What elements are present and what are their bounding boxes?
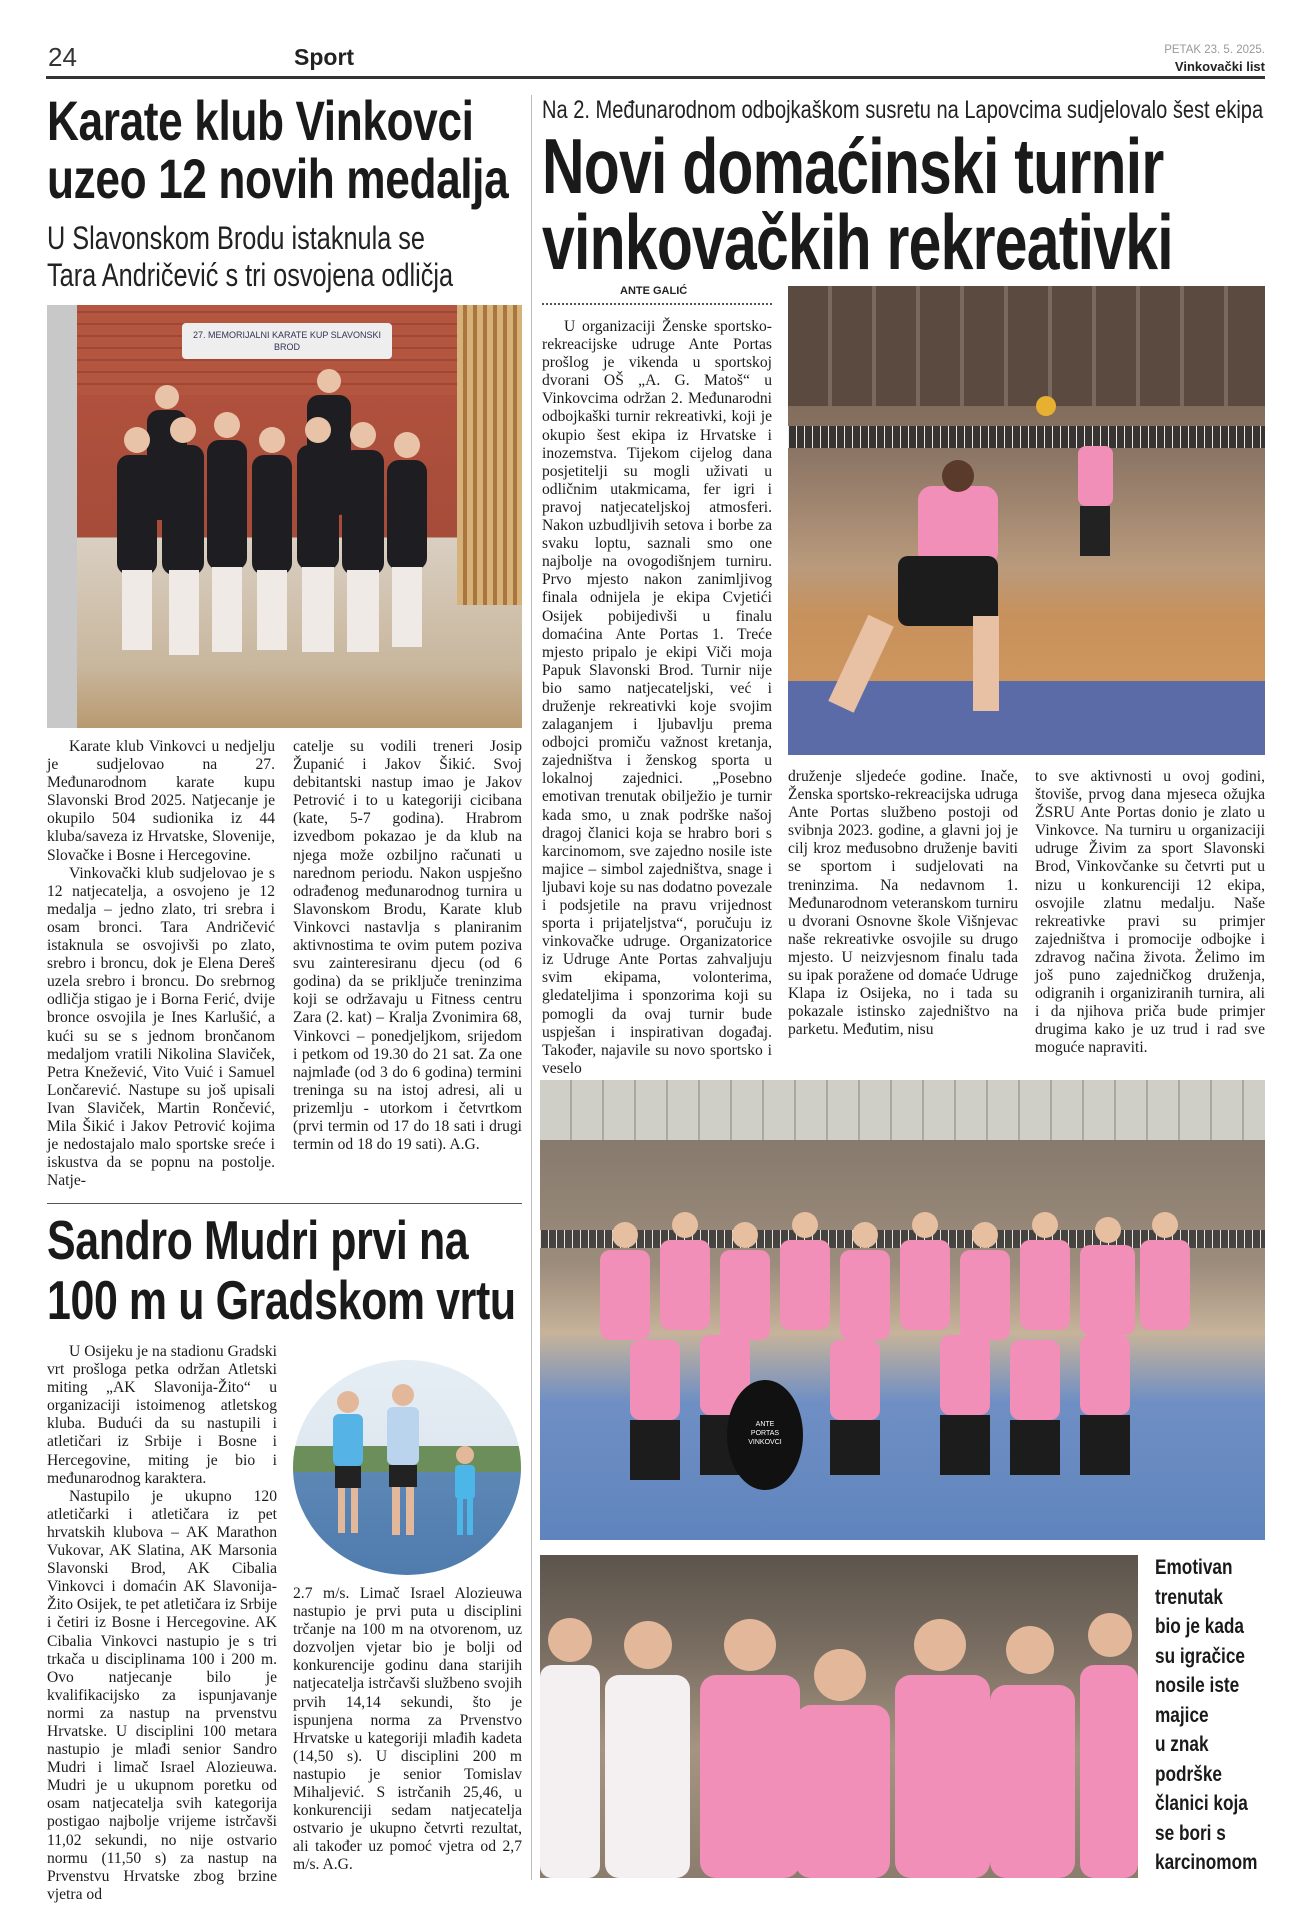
team-group-photo — [540, 1080, 1265, 1540]
caption-line: nosile iste — [1155, 1674, 1240, 1697]
caption-line: trenutak — [1155, 1585, 1223, 1609]
paragraph: Nastupilo je ukupno 120 atletičarki i atletičara iz pet hrvatskih klubova – AK Marathon Vukovar, AK Slatina, AK Marsonia Slavonski Brod, AK Cibalia Vinkovci i domaćin AK Slavonija-Žito Osijek, te pet atletičara iz Srbije i četiri iz Bosne i Hercegovine. AK Cibalia Vinkovci nastupio je s tri trkača u disciplinama 100 i 200 m. Ovo natjecanje bilo je kvalifikacijsko za ispunjavanje normi za nastup na prvenstvu Hrvatske. U disciplini 100 metara nastupio je mlađi senior Sandro Mudri i limač Israel Alozieuwa. Mudri je u ukupnom poretku od osam natjecatelja svih kategorija postigao najbolje vrijeme istrčavši 11,02 sekundi, no nije ostvario normu (11,50 s) za nastup na Prvenstvu Hrvatske zbog brzine vjetra od — [47, 1487, 277, 1903]
players-illustration — [788, 286, 1265, 755]
subtitle-line: Tara Andričević s tri osvojena odličja — [47, 257, 454, 293]
photo-caption — [1155, 1553, 1258, 1878]
caption-line: se bori s — [1155, 1821, 1226, 1845]
paragraph: U organizaciji Ženske sportsko-rekreacijske udruge Ante Portas prošlog je vikenda u sportskoj dvorani OŠ „A. G. Matoš“ u Vinkovcima održan 2. Međunarodni odbojkaški turnir rekreativki, koji je okupio šest ekipa iz Hrvatske i inozemstva. Tijekom cijelog dana posjetitelji su mogli uživati u odličnim utakmicama, fer igri i pravoj natjecateljskoj atmosferi. Nakon uzbudljivih setova i borbe za svaku loptu, saznali smo one najbolje na ovogodišnjem turniru. Prvo mjesto nakon zanimljivog finala odnijela je ekipa Cvjetići Osijek pobijedivši u finalu domaćina Ante Portas 1. Treće mjesto pripalo je ekipi Viči moja Papuk Slavonski Brod. Turnir nije bio samo natjecateljski, već i druženje rekreativki koje svojim zalaganjem i ljubavlju prema odbojci promiču važnost kretanja, zajedništva i ženskog sporta u lokalnoj zajednici. „Posebno emotivan trenutak obilježio je turnir kada smo, u znak podrške našoj dragoj članici koja se hrabro bori s karcinomom, sve zajedno nosile iste majice – simbol zajedništva, snage i ljubavi koje su nas dodatno povezale i podsjetile na pravu vrijednost sporta i prijateljstva“, poručuju iz vinkovačke udruge. Organizatorice iz Udruge Ante Portas zahvaljuju svim ekipama, volonterima, gledateljima i sponzorima koji su pomogli da ovaj turnir bude uspješan i inspirativan događaj. Također, najavile su novo sportsko i veselo — [542, 318, 772, 1077]
paragraph: druženje sljedeće godine. Inače, Ženska sportsko-rekreacijska udruga Ante Portas službeno postoji od svibnja 2023. godine, a glavni joj je cilj kroz međusobno druženje baviti se sportom i sudjelovati na treninzima. Na nedavnom 1. Međunarodnom veteranskom turniru u dvorani Osnovne škole Višnjevac naše rekreativke osvojile su drugo mjesto. U neizvjesnom finalu tada su ipak poražene od domaće Udruge Klapa iz Osijeka, no i tada su pokazale istinsko zajedništvo na parketu. Međutim, nisu — [788, 768, 1018, 1039]
volleyball-spike-photo — [788, 286, 1265, 755]
paragraph: U Osijeku je na stadionu Gradski vrt prošloga petka održan Atletski miting „AK Slavonija-Žito“ u organizaciji istoimenog atletskog kluba. Budući da su nastupili i atletičari iz Srbije i Bosne i Hercegovine, miting je bio i međunarodnog karaktera. — [47, 1343, 277, 1487]
headline-line: uzeo 12 novih medalja — [47, 147, 509, 210]
team-flag-text: ANTE PORTAS VINKOVCI — [748, 1421, 782, 1446]
issue-date: PETAK 23. 5. 2025. — [1164, 44, 1265, 56]
subtitle-line: U Slavonskom Brodu istaknula se — [47, 220, 425, 256]
section-title: Sport — [294, 44, 355, 70]
turnir-body-col2 — [788, 768, 1018, 1039]
turnir-body-col1 — [542, 318, 772, 1078]
header-rule — [46, 76, 1265, 79]
paragraph: Karate klub Vinkovci u nedjelju je sudjelovao na 27. Međunarodnom karate kupu Slavonski Brod 2025. Natjecanje je okupilo 504 sudionika iz 44 kluba/saveza iz Hrvatske, Slovenije, Slovačke i Bosne i Hercegovine. — [47, 738, 275, 864]
headline-line: Karate klub Vinkovci — [47, 89, 474, 152]
page-number: 24 — [48, 42, 77, 72]
turnir-headline — [542, 122, 1173, 286]
caption-line: karcinomom — [1155, 1851, 1258, 1874]
caption-line: Emotivan — [1155, 1556, 1233, 1579]
headline-line: Sandro Mudri prvi na — [47, 1209, 469, 1271]
athletes-circle-photo — [293, 1360, 521, 1575]
players-embrace-illustration — [540, 1555, 1138, 1878]
byline: ANTE GALIĆ — [620, 285, 688, 297]
caption-line: članici koja — [1155, 1792, 1248, 1815]
caption-line: bio je kada — [1155, 1615, 1245, 1638]
caption-line: majice — [1155, 1703, 1209, 1727]
emotional-moment-photo — [540, 1555, 1138, 1878]
headline-line: Novi domaćinski turnir — [542, 122, 1164, 210]
karate-body-col1 — [47, 738, 275, 1190]
byline-dotted-rule — [542, 303, 772, 305]
headline-line: vinkovačkih rekreativki — [542, 198, 1173, 286]
sandro-headline — [47, 1210, 516, 1330]
sandro-body-col1 — [47, 1343, 277, 1904]
karate-headline — [47, 89, 509, 210]
karate-subtitle — [47, 220, 453, 294]
headline-line: 100 m u Gradskom vrtu — [47, 1269, 516, 1331]
paragraph: 2.7 m/s. Limač Israel Alozieuwa nastupio je prvi puta u disciplini trčanje na 100 m na otvorenom, uz dozvoljen vjetar bio je bolji od konkurencije godinu dana starijih natjecatelja istrčavši službeno svojih prvih 14,14 sekundi, što je ispunjena norma za Prvenstvo Hrvatske u kategoriji mlađih kadeta (14,50 s). U disciplini 200 m nastupio je senior Tomislav Mihaljević. S istrčanih 25,46, u konkurenciji sedam natjecatelja ostvario je ukupno četvrti rezultat, ali također uz pomoć vjetra od 2,7 m/s. A.G. — [293, 1585, 522, 1874]
caption-line: podrške — [1155, 1762, 1222, 1786]
turnir-body-col3 — [1035, 768, 1265, 1058]
paragraph: catelje su vodili treneri Josip Županić i Jakov Šikić. Svoj debitantski nastup imao je Jakov Petrović i to u kategoriji cicibana (kate, 5-7 godina). Hrabrom izvedbom pokazao je da klub na njega može ozbiljno računati u narednom periodu. Nakon uspješno odrađenog međunarodnog turnira u Slavonskom Brodu, Karate klub Vinkovci nastavlja s planiranim aktivnostima te ovim putem poziva svu zainteresiranu djecu (od 6 godina) da se priključe treninzima koji se održavaju u Fitness centru Zara (2. kat) – Kralja Zvonimira 68, Vinkovci – ponedjeljkom, srijedom i petkom od 19.30 do 21 sat. Za one najmlađe (od 3 do 6 godina) termini treninga su na istoj adresi, ali u prizemlju - utorkom i četvrtkom (prvi termin od 17 do 18 sati i drugi termin od 18 do 19 sati). A.G. — [293, 738, 522, 1154]
article-divider — [47, 1203, 522, 1204]
publication-name: Vinkovački list — [1174, 59, 1265, 74]
caption-line: su igračice — [1155, 1644, 1245, 1668]
column-divider — [531, 95, 532, 1880]
paragraph: to sve aktivnosti u ovoj godini, štoviše, prvog dana mjeseca ožujka ŽSRU Ante Portas donio je zlato u Vinkovce. Na turniru u organizaciji udruge Živim za sport Slavonski Brod, Vinkovčanke su četvrti put u nizu u konkurenciji 12 ekipa, osvojile zlatnu medalju. Naše rekreativke pravi su primjer zajedništva i promocije odbojke i zdravog načina života. Želimo im još puno zajedničkog druženja, odigranih i organiziranih turnira, ali i da njihova priča bude primjer drugima kako je uz trud i rad sve moguće napraviti. — [1035, 768, 1265, 1057]
sandro-body-col2 — [293, 1585, 522, 1875]
team-illustration — [540, 1080, 1265, 1540]
paragraph: Vinkovački klub sudjelovao je s 12 natjecatelja, a osvojeno je 12 medalja – jedno zlato, tri srebra i osam bronci. Tara Andričević istaknula se osvojivši po zlato, srebro i broncu, dok je Elena Dereš uzela srebro i broncu. Do srebrnog odličja stigao je i Borna Ferić, dvije bronce osvojila je Ines Karlušić, a kući su se s jednom brončanom medaljom vratili Nikolina Slaviček, Petra Knežević, Vito Vuić i Samuel Lončarević. Nastupe su još upisali Ivan Slaviček, Martin Rončević, Mila Šikić i Jakov Petrović kojima je nedostajalo malo sportske sreće i iskustva da se popnu na postolje. Natje- — [47, 864, 275, 1190]
karate-kids-illustration — [47, 305, 522, 728]
karate-body-col2 — [293, 738, 522, 1154]
event-banner: 27. MEMORIJALNI KARATE KUP SLAVONSKI BROD — [182, 323, 392, 359]
karate-team-photo — [47, 305, 522, 728]
caption-line: u znak — [1155, 1733, 1209, 1756]
turnir-kicker: Na 2. Međunarodnom odbojkaškom susretu na Lapovcima sudjelovalo šest ekipa — [542, 96, 1264, 124]
athletes-illustration — [293, 1360, 521, 1575]
